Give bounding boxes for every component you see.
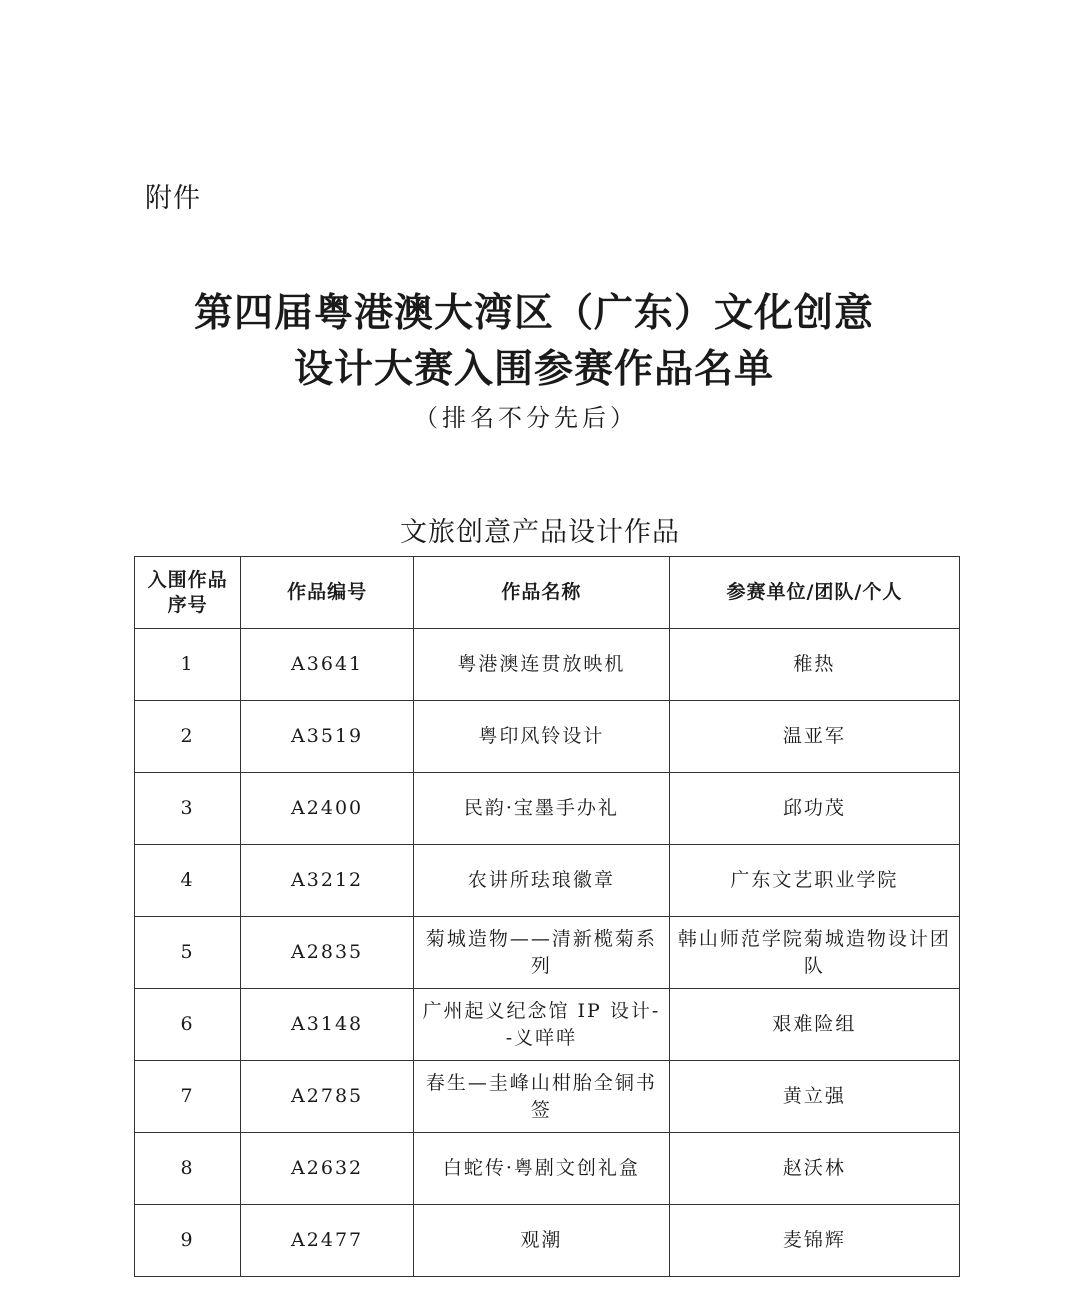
cell-entrant: 广东文艺职业学院 (669, 845, 959, 917)
cell-code: A3519 (241, 701, 414, 773)
cell-name: 观潮 (414, 1205, 670, 1277)
cell-serial: 1 (135, 629, 241, 701)
table-row (135, 701, 960, 773)
cell-name: 农讲所珐琅徽章 (414, 845, 670, 917)
table-row (135, 845, 960, 917)
cell-serial: 4 (135, 845, 241, 917)
cell-entrant: 温亚军 (669, 701, 959, 773)
section-title: 文旅创意产品设计作品 (400, 517, 680, 548)
cell-serial: 3 (135, 773, 241, 845)
header-serial: 入围作品序号 (135, 557, 241, 629)
table-row (135, 629, 960, 701)
cell-serial: 8 (135, 1133, 241, 1205)
cell-name: 白蛇传·粤剧文创礼盒 (414, 1133, 670, 1205)
cell-name: 春生—圭峰山柑胎全铜书签 (414, 1061, 670, 1133)
cell-code: A3641 (241, 629, 414, 701)
header-name: 作品名称 (414, 557, 670, 629)
cell-entrant: 麦锦辉 (669, 1205, 959, 1277)
table-row (135, 989, 960, 1061)
header-code: 作品编号 (241, 557, 414, 629)
cell-serial: 6 (135, 989, 241, 1061)
table-header-row (135, 557, 960, 629)
table-row (135, 1061, 960, 1133)
finalist-table (134, 556, 960, 1277)
cell-name: 粤港澳连贯放映机 (414, 629, 670, 701)
table-row (135, 1205, 960, 1277)
cell-serial: 2 (135, 701, 241, 773)
cell-entrant: 赵沃林 (669, 1133, 959, 1205)
cell-serial: 7 (135, 1061, 241, 1133)
cell-entrant: 艰难险组 (669, 989, 959, 1061)
cell-name: 菊城造物——清新榄菊系列 (414, 917, 670, 989)
document-subtitle: （排名不分先后） (414, 404, 638, 432)
table-row (135, 917, 960, 989)
document-title-line2: 设计大赛入围参赛作品名单 (293, 347, 774, 392)
cell-code: A2477 (241, 1205, 414, 1277)
cell-name: 粤印风铃设计 (414, 701, 670, 773)
cell-code: A2785 (241, 1061, 414, 1133)
attachment-label: 附件 (145, 183, 201, 214)
cell-name: 广州起义纪念馆 IP 设计--义咩咩 (414, 989, 670, 1061)
cell-entrant: 黄立强 (669, 1061, 959, 1133)
cell-entrant: 韩山师范学院菊城造物设计团队 (669, 917, 959, 989)
cell-serial: 9 (135, 1205, 241, 1277)
cell-code: A2400 (241, 773, 414, 845)
cell-entrant: 稚热 (669, 629, 959, 701)
table-row (135, 1133, 960, 1205)
cell-serial: 5 (135, 917, 241, 989)
cell-code: A3212 (241, 845, 414, 917)
header-entrant: 参赛单位/团队/个人 (669, 557, 959, 629)
document-title-line1: 第四届粤港澳大湾区（广东）文化创意 (193, 291, 874, 336)
table-row (135, 773, 960, 845)
cell-code: A2632 (241, 1133, 414, 1205)
cell-code: A3148 (241, 989, 414, 1061)
cell-name: 民韵·宝墨手办礼 (414, 773, 670, 845)
cell-code: A2835 (241, 917, 414, 989)
cell-entrant: 邱功茂 (669, 773, 959, 845)
